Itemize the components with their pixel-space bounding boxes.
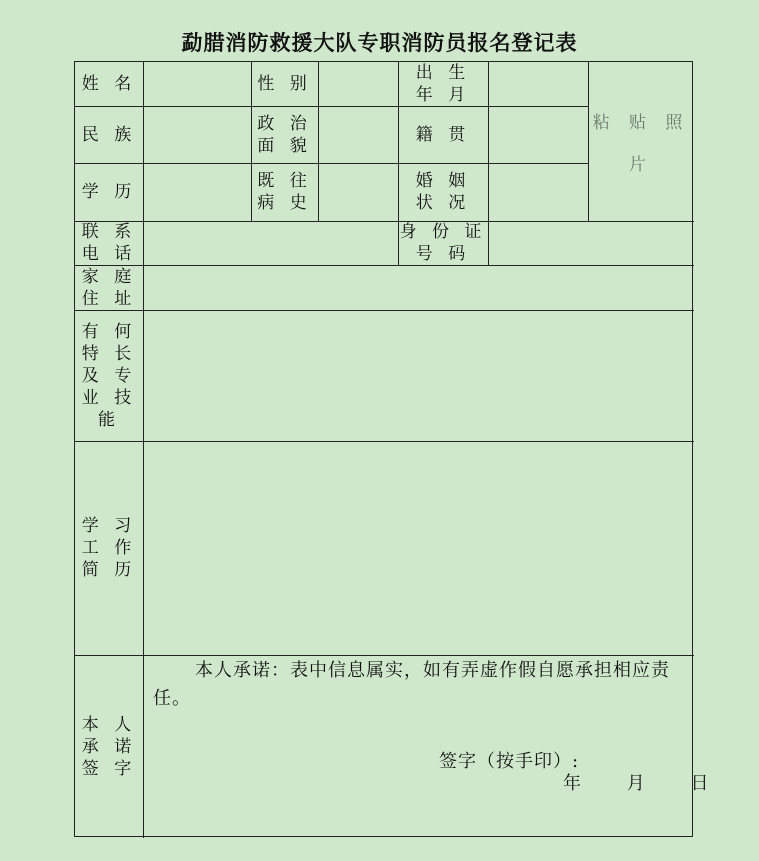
signature-label: 本 人 承 诺 签 字	[81, 714, 137, 779]
education-field[interactable]	[144, 164, 250, 220]
id-number-label: 身 份 证 号 码	[399, 222, 487, 264]
birth-label: 出 生 年 月	[415, 63, 471, 105]
political-field[interactable]	[319, 107, 397, 162]
promise-text: 本人承诺：表中信息属实，如有弄虚作假自愿承担相应责任。	[153, 660, 670, 709]
resume-label: 学 习 工 作 简 历	[81, 516, 137, 580]
photo-placeholder: 粘 贴 照 片	[592, 113, 690, 175]
birth-field[interactable]	[489, 63, 587, 105]
id-number-field[interactable]	[489, 222, 693, 264]
address-label: 家 庭 住 址	[81, 266, 137, 309]
date-line	[563, 773, 708, 795]
phone-label: 联 系 电 话	[81, 222, 137, 264]
phone-field[interactable]	[144, 222, 397, 264]
medical-history-field[interactable]	[319, 164, 397, 220]
page-title: 勐腊消防救援大队专职消防员报名登记表	[181, 31, 578, 55]
native-place-field[interactable]	[489, 107, 587, 162]
marital-status-field[interactable]	[489, 164, 587, 220]
registration-form	[74, 61, 709, 837]
specialty-field[interactable]	[144, 311, 693, 440]
gender-field[interactable]	[319, 63, 397, 105]
gender-label: 性 别	[257, 74, 312, 94]
row-line	[75, 655, 694, 656]
name-label: 姓 名	[81, 74, 137, 94]
date-day: 日	[690, 773, 709, 794]
name-field[interactable]	[144, 63, 250, 105]
specialty-label: 有 何 特 长 及 专 业 技 能	[81, 321, 137, 430]
marital-status-label: 婚 姻 状 况	[415, 171, 471, 213]
address-field[interactable]	[144, 266, 693, 309]
ethnicity-field[interactable]	[144, 107, 250, 162]
sign-text: 签字（按手印）:	[439, 751, 580, 772]
medical-history-label: 既 往 病 史	[257, 171, 312, 213]
education-label: 学 历	[81, 182, 137, 202]
date-year: 年	[563, 773, 581, 794]
native-place-label: 籍 贯	[415, 124, 471, 145]
ethnicity-label: 民 族	[81, 124, 137, 145]
political-label: 政 治 面 貌	[257, 113, 312, 156]
resume-field[interactable]	[144, 442, 693, 654]
date-month: 月	[626, 773, 645, 794]
